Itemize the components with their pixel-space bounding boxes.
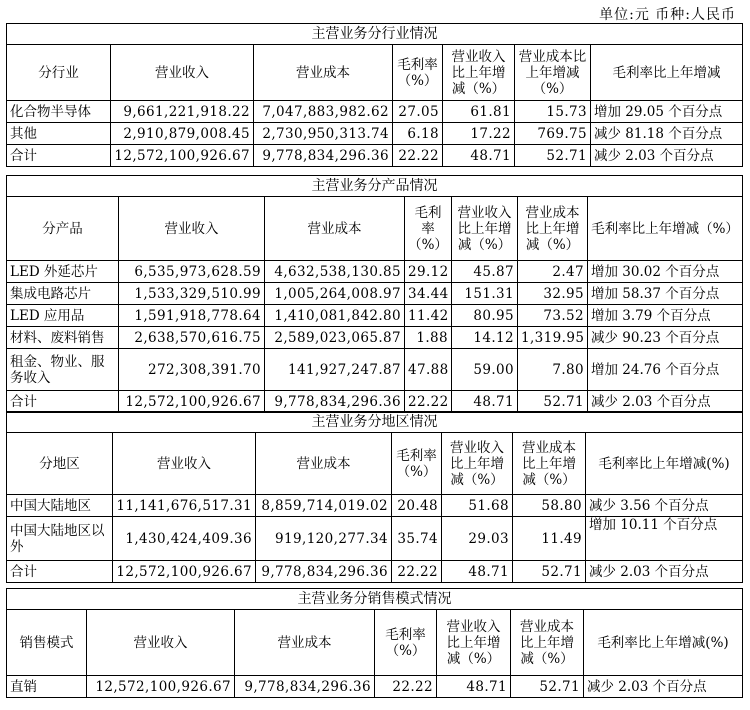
header-cell: 营业收入 (87, 610, 235, 676)
table-title: 主营业务分产品情况 (7, 176, 743, 197)
table-title: 主营业务分销售模式情况 (7, 589, 743, 610)
product-table (6, 175, 743, 413)
header-cell: 营业成本比上年增减（%） (518, 197, 588, 261)
row-label: 化合物半导体 (7, 101, 111, 123)
row-label: LED 应用品 (7, 305, 119, 327)
unit-currency-line: 单位:元 币种:人民币 (599, 7, 736, 23)
revenue-cell: 11,141,676,517.31 (113, 495, 256, 517)
row-label: 租金、物业、服务收入 (7, 349, 119, 391)
table-row (7, 517, 743, 561)
header-cell: 营业收入比上年增减（%） (442, 433, 513, 495)
revenue-change-cell: 29.03 (442, 517, 513, 561)
revenue-cell: 272,308,391.70 (119, 349, 265, 391)
revenue-change-cell: 14.12 (452, 327, 518, 349)
revenue-cell: 1,591,918,778.64 (119, 305, 265, 327)
header-cell: 营业收入 (113, 433, 256, 495)
table-row (7, 495, 743, 517)
header-cell: 毛利率比上年增减(%) (586, 433, 743, 495)
header-cell: 毛利率比上年增减(%) (584, 610, 743, 676)
header-cell: 毛利率（%） (392, 433, 442, 495)
table-row (7, 305, 743, 327)
header-cell: 分行业 (7, 45, 111, 101)
region-table (6, 411, 743, 583)
margin-change-cell: 减少 90.23 个百分点 (588, 327, 743, 349)
revenue-change-cell: 59.00 (452, 349, 518, 391)
table-row (7, 561, 743, 583)
margin-cell: 29.12 (405, 261, 452, 283)
margin-change-cell: 增加 10.11 个百分点 (586, 517, 743, 561)
table-title: 主营业务分行业情况 (7, 24, 743, 45)
header-cell: 营业成本比上年增减（%） (513, 433, 586, 495)
row-label: LED 外延芯片 (7, 261, 119, 283)
header-cell: 销售模式 (7, 610, 87, 676)
margin-cell: 20.48 (392, 495, 442, 517)
row-label: 其他 (7, 123, 111, 145)
cost-cell: 1,410,081,842.80 (265, 305, 405, 327)
revenue-change-cell: 48.71 (452, 391, 518, 413)
cost-change-cell: 52.71 (513, 561, 586, 583)
header-cell: 营业成本比上年增减（%） (515, 45, 591, 101)
revenue-cell: 1,533,329,510.99 (119, 283, 265, 305)
revenue-change-cell: 48.71 (437, 676, 511, 698)
margin-cell: 27.05 (393, 101, 443, 123)
header-cell: 营业成本 (254, 45, 393, 101)
cost-cell: 1,005,264,008.97 (265, 283, 405, 305)
cost-cell: 919,120,277.34 (256, 517, 392, 561)
revenue-cell: 12,572,100,926.67 (87, 676, 235, 698)
margin-cell: 6.18 (393, 123, 443, 145)
header-cell: 毛利率（%） (375, 610, 437, 676)
header-cell: 营业成本 (265, 197, 405, 261)
header-cell: 毛利率（%） (405, 197, 452, 261)
header-cell: 分地区 (7, 433, 113, 495)
cost-change-cell: 15.73 (515, 101, 591, 123)
revenue-change-cell: 51.68 (442, 495, 513, 517)
revenue-change-cell: 61.81 (443, 101, 515, 123)
header-cell: 毛利率比上年增减 (591, 45, 743, 101)
header-cell: 营业成本比上年增减（%） (511, 610, 584, 676)
margin-cell: 1.88 (405, 327, 452, 349)
margin-cell: 22.22 (375, 676, 437, 698)
margin-change-cell: 增加 3.79 个百分点 (588, 305, 743, 327)
margin-change-cell: 增加 29.05 个百分点 (591, 101, 743, 123)
header-cell: 营业收入 (119, 197, 265, 261)
margin-cell: 11.42 (405, 305, 452, 327)
cost-change-cell: 52.71 (511, 676, 584, 698)
cost-cell: 8,859,714,019.02 (256, 495, 392, 517)
revenue-cell: 2,638,570,616.75 (119, 327, 265, 349)
row-label: 合计 (7, 145, 111, 167)
margin-change-cell: 减少 2.03 个百分点 (588, 391, 743, 413)
revenue-change-cell: 151.31 (452, 283, 518, 305)
revenue-cell: 12,572,100,926.67 (113, 561, 256, 583)
revenue-cell: 1,430,424,409.36 (113, 517, 256, 561)
cost-change-cell: 52.71 (518, 391, 588, 413)
margin-change-cell: 减少 2.03 个百分点 (591, 145, 743, 167)
header-cell: 营业收入比上年增减（%） (443, 45, 515, 101)
revenue-cell: 6,535,973,628.59 (119, 261, 265, 283)
revenue-change-cell: 17.22 (443, 123, 515, 145)
cost-cell: 7,047,883,982.62 (254, 101, 393, 123)
cost-cell: 141,927,247.87 (265, 349, 405, 391)
table-row (7, 327, 743, 349)
cost-change-cell: 7.80 (518, 349, 588, 391)
table-row (7, 123, 743, 145)
margin-cell: 34.44 (405, 283, 452, 305)
row-label: 中国大陆地区以外 (7, 517, 113, 561)
cost-cell: 9,778,834,296.36 (256, 561, 392, 583)
cost-change-cell: 2.47 (518, 261, 588, 283)
margin-change-cell: 减少 81.18 个百分点 (591, 123, 743, 145)
revenue-cell: 9,661,221,918.22 (111, 101, 254, 123)
row-label: 合计 (7, 561, 113, 583)
cost-cell: 9,778,834,296.36 (265, 391, 405, 413)
margin-cell: 22.22 (405, 391, 452, 413)
table-row (7, 283, 743, 305)
cost-change-cell: 1,319.95 (518, 327, 588, 349)
row-label: 集成电路芯片 (7, 283, 119, 305)
margin-change-cell: 增加 24.76 个百分点 (588, 349, 743, 391)
table-row (7, 101, 743, 123)
cost-change-cell: 52.71 (515, 145, 591, 167)
header-cell: 毛利率比上年增减（%） (588, 197, 743, 261)
row-label: 直销 (7, 676, 87, 698)
margin-change-cell: 减少 2.03 个百分点 (584, 676, 743, 698)
cost-change-cell: 32.95 (518, 283, 588, 305)
header-cell: 营业收入比上年增减（%） (437, 610, 511, 676)
header-cell: 毛利率（%） (393, 45, 443, 101)
revenue-change-cell: 48.71 (442, 561, 513, 583)
sales-mode-table (6, 588, 743, 698)
margin-change-cell: 增加 30.02 个百分点 (588, 261, 743, 283)
margin-cell: 35.74 (392, 517, 442, 561)
header-cell: 营业成本 (235, 610, 375, 676)
table-row (7, 145, 743, 167)
row-label: 中国大陆地区 (7, 495, 113, 517)
table-row (7, 349, 743, 391)
revenue-change-cell: 48.71 (443, 145, 515, 167)
margin-cell: 22.22 (392, 561, 442, 583)
table-row (7, 391, 743, 413)
cost-cell: 2,730,950,313.74 (254, 123, 393, 145)
margin-cell: 22.22 (393, 145, 443, 167)
cost-cell: 9,778,834,296.36 (254, 145, 393, 167)
revenue-change-cell: 45.87 (452, 261, 518, 283)
header-cell: 营业收入比上年增减（%） (452, 197, 518, 261)
row-label: 材料、废料销售 (7, 327, 119, 349)
header-cell: 营业收入 (111, 45, 254, 101)
margin-change-cell: 减少 2.03 个百分点 (586, 561, 743, 583)
margin-cell: 47.88 (405, 349, 452, 391)
cost-cell: 2,589,023,065.87 (265, 327, 405, 349)
margin-change-cell: 减少 3.56 个百分点 (586, 495, 743, 517)
cost-change-cell: 11.49 (513, 517, 586, 561)
industry-table (6, 23, 743, 167)
table-title: 主营业务分地区情况 (7, 412, 743, 433)
cost-change-cell: 58.80 (513, 495, 586, 517)
revenue-change-cell: 80.95 (452, 305, 518, 327)
revenue-cell: 12,572,100,926.67 (119, 391, 265, 413)
cost-change-cell: 769.75 (515, 123, 591, 145)
table-row (7, 676, 743, 698)
cost-cell: 4,632,538,130.85 (265, 261, 405, 283)
table-row (7, 261, 743, 283)
header-cell: 分产品 (7, 197, 119, 261)
cost-change-cell: 73.52 (518, 305, 588, 327)
cost-cell: 9,778,834,296.36 (235, 676, 375, 698)
revenue-cell: 2,910,879,008.45 (111, 123, 254, 145)
revenue-cell: 12,572,100,926.67 (111, 145, 254, 167)
header-cell: 营业成本 (256, 433, 392, 495)
row-label: 合计 (7, 391, 119, 413)
margin-change-cell: 增加 58.37 个百分点 (588, 283, 743, 305)
